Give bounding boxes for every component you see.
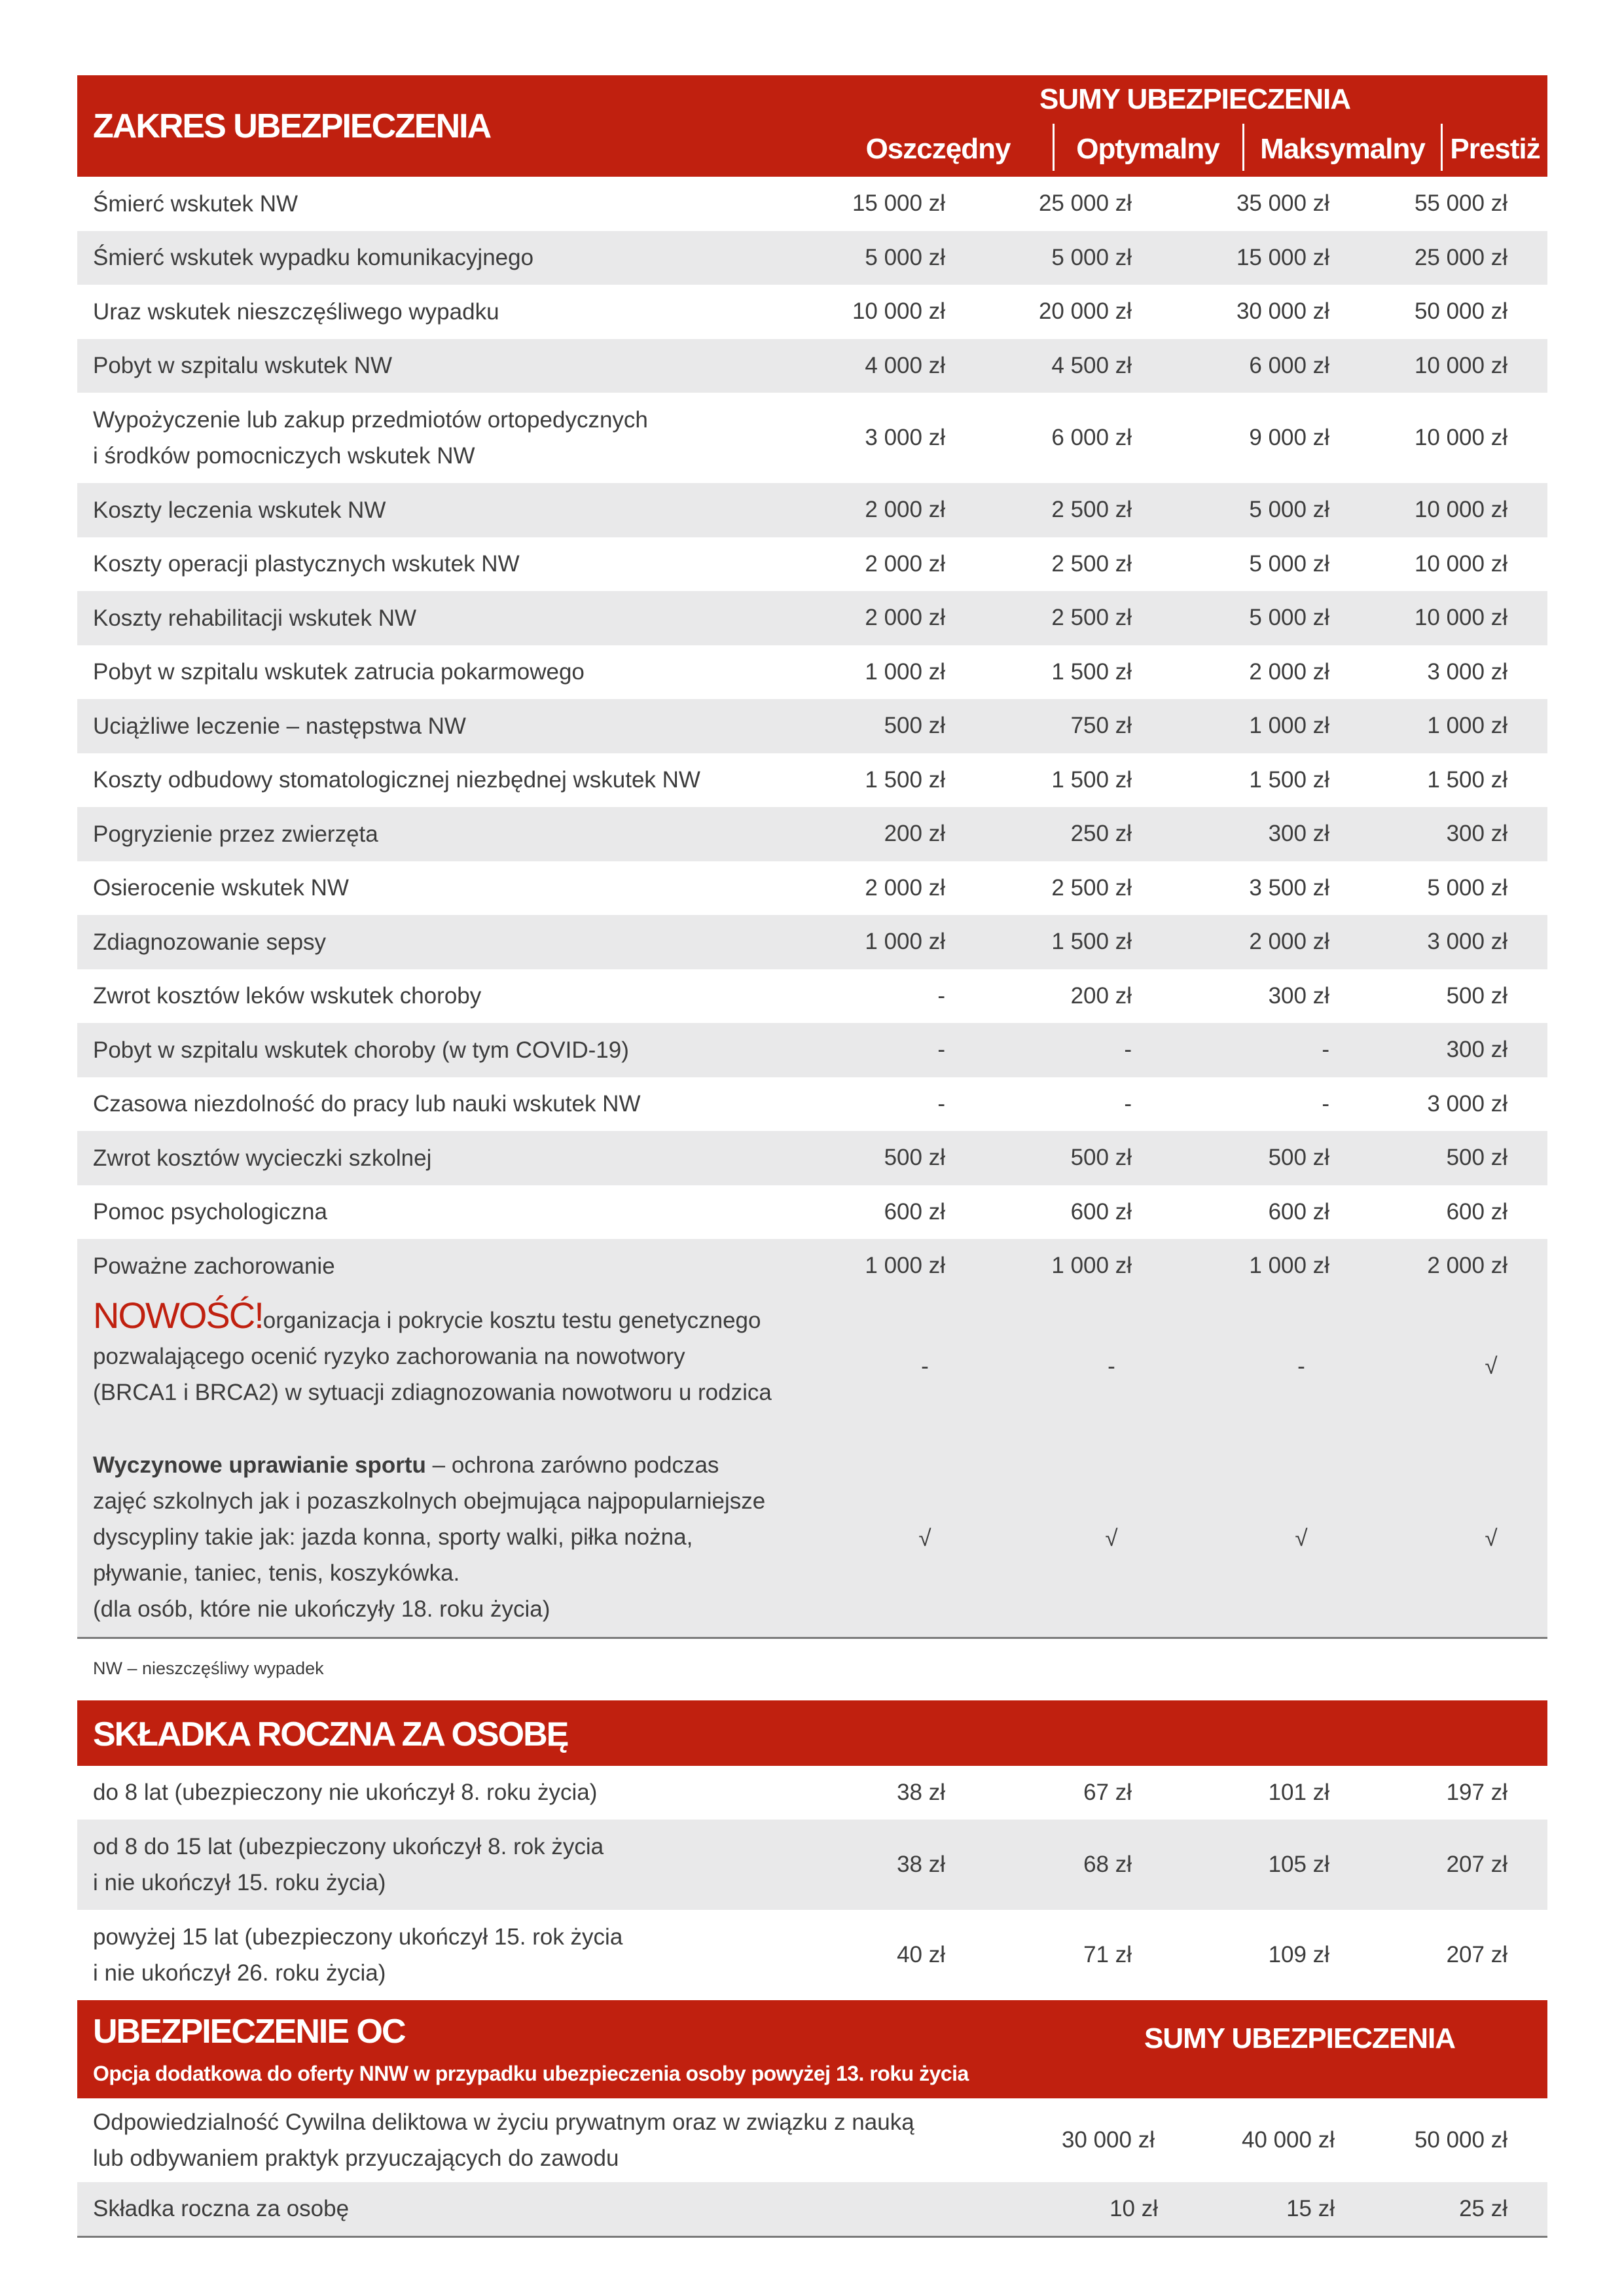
value-cell: 38 zł bbox=[897, 1779, 945, 1805]
value-cell: 500 zł bbox=[1070, 1145, 1132, 1171]
row-label-line: Koszty leczenia wskutek NW bbox=[93, 497, 386, 523]
check-cell: √ bbox=[1485, 1525, 1498, 1551]
value-cell: 10 zł bbox=[1110, 2195, 1158, 2221]
row-label-line: Koszty odbudowy stomatologicznej niezbędnej wskutek NW bbox=[93, 767, 700, 793]
row-label bbox=[93, 402, 648, 474]
row-label-line: Osierocenie wskutek NW bbox=[93, 875, 349, 901]
value-cell: 50 000 zł bbox=[1414, 2126, 1507, 2153]
value-cell: 10 000 zł bbox=[1414, 605, 1507, 631]
row-label bbox=[93, 870, 349, 906]
value-cell: 3 000 zł bbox=[1427, 658, 1507, 685]
value-cell: 1 500 zł bbox=[1051, 766, 1132, 793]
value-cell: 68 zł bbox=[1083, 1851, 1132, 1877]
table-row bbox=[77, 2182, 1547, 2236]
check-cell: √ bbox=[1295, 1525, 1308, 1551]
value-cell: 10 000 zł bbox=[1414, 550, 1507, 577]
row-label-line: i nie ukończył 15. roku życia) bbox=[93, 1869, 386, 1895]
row-label bbox=[93, 816, 378, 852]
value-cell: 9 000 zł bbox=[1249, 425, 1329, 450]
table-row bbox=[77, 1910, 1547, 2000]
value-cell: 300 zł bbox=[1446, 821, 1507, 847]
value-cell: - bbox=[1124, 1090, 1132, 1117]
table-row bbox=[77, 537, 1547, 592]
new-badge: NOWOŚĆ! bbox=[93, 1294, 263, 1336]
insurance-table bbox=[77, 75, 1547, 2238]
table-row-nowosc bbox=[77, 1293, 1547, 1441]
value-cell: 5 000 zł bbox=[1051, 244, 1132, 270]
table-row bbox=[77, 1023, 1547, 1077]
table-row bbox=[77, 807, 1547, 861]
value-cell: 25 000 zł bbox=[1414, 244, 1507, 270]
value-cell: 500 zł bbox=[1446, 982, 1507, 1009]
row-label bbox=[93, 762, 700, 798]
nowosc-text: pozwalającego ocenić ryzyko zachorowania na nowotwory bbox=[93, 1343, 685, 1369]
value-cell: - bbox=[1124, 1037, 1132, 1063]
table-row bbox=[77, 1131, 1547, 1185]
table-row bbox=[77, 915, 1547, 969]
oc-subtitle: Opcja dodatkowa do oferty NNW w przypadku ubezpieczenia osoby powyżej 13. roku życia bbox=[93, 2061, 969, 2085]
row-label bbox=[93, 1086, 641, 1122]
value-cell: 30 000 zł bbox=[1236, 298, 1329, 325]
oc-rows bbox=[77, 2098, 1547, 2236]
value-cell: 207 zł bbox=[1446, 1941, 1507, 1967]
value-cell: 10 000 zł bbox=[1414, 425, 1507, 450]
value-cell: 6 000 zł bbox=[1051, 425, 1132, 450]
oc-sums-label: SUMY UBEZPIECZENIA bbox=[1144, 2022, 1456, 2054]
row-label bbox=[93, 2191, 349, 2227]
value-cell: 101 zł bbox=[1268, 1779, 1329, 1805]
coverage-title: ZAKRES UBEZPIECZENIA bbox=[93, 107, 491, 145]
row-label bbox=[93, 492, 386, 528]
value-cell: 40 000 zł bbox=[1241, 2126, 1335, 2153]
value-cell: - bbox=[921, 1354, 929, 1379]
row-label-line: Uciążliwe leczenie – następstwa NW bbox=[93, 713, 466, 739]
table-row bbox=[77, 969, 1547, 1024]
row-label bbox=[93, 294, 499, 330]
value-cell: 1 000 zł bbox=[1249, 713, 1329, 739]
row-label-line: Składka roczna za osobę bbox=[93, 2196, 350, 2221]
table-row bbox=[77, 231, 1547, 285]
row-label bbox=[93, 1194, 327, 1230]
row-label-line: i środków pomocniczych wskutek NW bbox=[93, 443, 475, 469]
coverage-rows bbox=[77, 177, 1547, 1293]
sums-label: SUMY UBEZPIECZENIA bbox=[1039, 83, 1351, 115]
value-cell: 750 zł bbox=[1070, 713, 1132, 739]
table-row bbox=[77, 1185, 1547, 1240]
row-label-line: Wypożyczenie lub zakup przedmiotów ortopedycznych bbox=[93, 407, 648, 433]
row-label-line: Poważne zachorowanie bbox=[93, 1253, 335, 1279]
value-cell: 250 zł bbox=[1070, 821, 1132, 847]
check-cell: √ bbox=[1105, 1525, 1118, 1551]
value-cell: 25 000 zł bbox=[1038, 190, 1132, 217]
value-cell: 600 zł bbox=[1446, 1198, 1507, 1225]
row-label bbox=[93, 654, 585, 690]
row-label-line: od 8 do 15 lat (ubezpieczony ukończył 8. rok życia bbox=[93, 1833, 604, 1859]
table-row bbox=[77, 483, 1547, 537]
value-cell: 1 500 zł bbox=[865, 766, 945, 793]
value-cell: - bbox=[1322, 1037, 1329, 1063]
value-cell: - bbox=[1322, 1090, 1329, 1117]
value-cell: 20 000 zł bbox=[1038, 298, 1132, 325]
row-label bbox=[93, 1829, 604, 1901]
value-cell: 300 zł bbox=[1446, 1037, 1507, 1063]
value-cell: 5 000 zł bbox=[1249, 605, 1329, 631]
value-cell: 38 zł bbox=[897, 1851, 945, 1877]
value-cell: 1 000 zł bbox=[865, 1253, 945, 1279]
sport-text: – ochrona zarówno podczas bbox=[425, 1452, 719, 1478]
value-cell: 15 000 zł bbox=[1236, 244, 1329, 270]
value-cell: 4 500 zł bbox=[1051, 352, 1132, 378]
value-cell: 5 000 zł bbox=[1249, 497, 1329, 523]
value-cell: - bbox=[937, 1037, 945, 1063]
value-cell: - bbox=[937, 1090, 945, 1117]
value-cell: 35 000 zł bbox=[1236, 190, 1329, 217]
value-cell: 105 zł bbox=[1268, 1851, 1329, 1877]
sport-text: (dla osób, które nie ukończyły 18. roku życia) bbox=[93, 1596, 550, 1622]
premium-title: SKŁADKA ROCZNA ZA OSOBĘ bbox=[93, 1715, 568, 1753]
row-label-line: i nie ukończył 26. roku życia) bbox=[93, 1960, 386, 1986]
row-label bbox=[93, 348, 392, 384]
value-cell: √ bbox=[1485, 1354, 1498, 1379]
row-label-line: Pogryzienie przez zwierzęta bbox=[93, 821, 378, 847]
value-cell: 3 000 zł bbox=[865, 425, 945, 450]
row-label bbox=[93, 600, 416, 636]
value-cell: 3 000 zł bbox=[1427, 1090, 1507, 1117]
row-label bbox=[93, 2104, 914, 2176]
value-cell: - bbox=[1108, 1354, 1115, 1379]
table-row bbox=[77, 2098, 1547, 2182]
value-cell: 5 000 zł bbox=[1427, 874, 1507, 901]
table-row bbox=[77, 1239, 1547, 1293]
table-row bbox=[77, 177, 1547, 231]
row-label bbox=[93, 186, 298, 222]
value-cell: 200 zł bbox=[1070, 982, 1132, 1009]
value-cell: 1 000 zł bbox=[1051, 1253, 1132, 1279]
value-cell: 109 zł bbox=[1268, 1941, 1329, 1967]
value-cell: 4 000 zł bbox=[865, 352, 945, 378]
row-label bbox=[93, 1248, 335, 1284]
table-row bbox=[77, 591, 1547, 645]
value-cell: 2 000 zł bbox=[865, 874, 945, 901]
value-cell: 600 zł bbox=[1268, 1198, 1329, 1225]
value-cell: 40 zł bbox=[897, 1941, 945, 1967]
value-cell: 1 000 zł bbox=[865, 929, 945, 955]
value-cell: 300 zł bbox=[1268, 982, 1329, 1009]
value-cell: 2 500 zł bbox=[1051, 605, 1132, 631]
row-label-line: do 8 lat (ubezpieczony nie ukończył 8. roku życia) bbox=[93, 1780, 598, 1805]
value-cell: 500 zł bbox=[1446, 1145, 1507, 1171]
value-cell: 10 000 zł bbox=[1414, 352, 1507, 378]
value-cell: 1 500 zł bbox=[1249, 766, 1329, 793]
value-cell: 2 000 zł bbox=[865, 497, 945, 523]
column-prestiz: Prestiż bbox=[1450, 133, 1540, 165]
value-cell: 6 000 zł bbox=[1249, 352, 1329, 378]
table-rule bbox=[77, 2236, 1547, 2238]
value-cell: 5 000 zł bbox=[1249, 550, 1329, 577]
value-cell: - bbox=[937, 982, 945, 1009]
row-label bbox=[93, 1032, 629, 1068]
value-cell: 67 zł bbox=[1083, 1779, 1132, 1805]
value-cell: 1 500 zł bbox=[1051, 929, 1132, 955]
value-cell: 55 000 zł bbox=[1414, 190, 1507, 217]
row-label bbox=[93, 1919, 623, 1991]
value-cell: 2 000 zł bbox=[865, 605, 945, 631]
row-label-line: Śmierć wskutek wypadku komunikacyjnego bbox=[93, 245, 534, 271]
row-label-line: Pobyt w szpitalu wskutek zatrucia pokarmowego bbox=[93, 659, 585, 685]
column-oszczedny: Oszczędny bbox=[865, 133, 1011, 165]
column-maksymalny: Maksymalny bbox=[1260, 133, 1425, 165]
row-label bbox=[93, 708, 466, 744]
sport-text: dyscypliny takie jak: jazda konna, sporty walki, piłka nożna, bbox=[93, 1524, 693, 1550]
row-label bbox=[93, 1140, 431, 1176]
premium-rows bbox=[77, 1766, 1547, 2000]
value-cell: 10 000 zł bbox=[1414, 497, 1507, 523]
value-cell: 2 000 zł bbox=[1427, 1253, 1507, 1279]
coverage-header bbox=[77, 75, 1547, 177]
table-row bbox=[77, 1820, 1547, 1910]
row-label-line: Pobyt w szpitalu wskutek choroby (w tym COVID-19) bbox=[93, 1037, 629, 1063]
value-cell: 25 zł bbox=[1459, 2195, 1507, 2221]
row-label bbox=[93, 1774, 597, 1810]
row-label-line: lub odbywaniem praktyk przyuczających do zawodu bbox=[93, 2145, 619, 2171]
table-row bbox=[77, 699, 1547, 753]
value-cell: 600 zł bbox=[1070, 1198, 1132, 1225]
sport-text: zajęć szkolnych jak i pozaszkolnych obejmująca najpopularniejsze bbox=[93, 1488, 766, 1514]
sport-title: Wyczynowe uprawianie sportu bbox=[93, 1452, 426, 1478]
table-row bbox=[77, 285, 1547, 339]
value-cell: 71 zł bbox=[1083, 1941, 1132, 1967]
value-cell: 500 zł bbox=[884, 713, 945, 739]
table-row bbox=[77, 861, 1547, 916]
value-cell: 1 000 zł bbox=[1249, 1253, 1329, 1279]
table-row bbox=[77, 393, 1547, 483]
check-cell: √ bbox=[918, 1525, 931, 1551]
value-cell: 500 zł bbox=[1268, 1145, 1329, 1171]
value-cell: 1 500 zł bbox=[1051, 658, 1132, 685]
premium-header bbox=[77, 1700, 1547, 1766]
row-label-line: Koszty operacji plastycznych wskutek NW bbox=[93, 551, 520, 577]
value-cell: 15 000 zł bbox=[852, 190, 945, 217]
oc-header bbox=[77, 2000, 1547, 2098]
column-optymalny: Optymalny bbox=[1076, 133, 1219, 165]
row-label-line: Śmierć wskutek NW bbox=[93, 190, 298, 217]
value-cell: 300 zł bbox=[1268, 821, 1329, 847]
nowosc-text: organizacja i pokrycie kosztu testu genetycznego bbox=[262, 1307, 761, 1333]
value-cell: 2 000 zł bbox=[1249, 658, 1329, 685]
table-row bbox=[77, 1077, 1547, 1132]
nowosc-text: (BRCA1 i BRCA2) w sytuacji zdiagnozowania nowotworu u rodzica bbox=[93, 1379, 772, 1405]
value-cell: 500 zł bbox=[884, 1145, 945, 1171]
value-cell: 200 zł bbox=[884, 821, 945, 847]
value-cell: 1 000 zł bbox=[1427, 713, 1507, 739]
value-cell: 30 000 zł bbox=[1061, 2126, 1155, 2153]
row-label-line: Koszty rehabilitacji wskutek NW bbox=[93, 605, 417, 631]
row-label-line: Odpowiedzialność Cywilna deliktowa w życiu prywatnym oraz w związku z nauką bbox=[93, 2109, 914, 2135]
value-cell: 2 000 zł bbox=[865, 550, 945, 577]
row-label bbox=[93, 546, 520, 582]
row-label-line: Pomoc psychologiczna bbox=[93, 1199, 327, 1225]
value-cell: 2 500 zł bbox=[1051, 550, 1132, 577]
row-label bbox=[93, 240, 533, 276]
value-cell: 10 000 zł bbox=[852, 298, 945, 325]
row-label-line: Czasowa niezdolność do pracy lub nauki wskutek NW bbox=[93, 1091, 641, 1117]
table-row bbox=[77, 753, 1547, 808]
value-cell: 600 zł bbox=[884, 1198, 945, 1225]
row-label-line: Zwrot kosztów wycieczki szkolnej bbox=[93, 1145, 432, 1171]
row-label-line: Zwrot kosztów leków wskutek choroby bbox=[93, 983, 482, 1009]
row-label bbox=[93, 978, 481, 1014]
value-cell: 197 zł bbox=[1446, 1779, 1507, 1805]
value-cell: 1 000 zł bbox=[865, 658, 945, 685]
value-cell: 5 000 zł bbox=[865, 244, 945, 270]
sport-text: pływanie, taniec, tenis, koszykówka. bbox=[93, 1560, 460, 1586]
value-cell: 2 500 zł bbox=[1051, 874, 1132, 901]
table-row bbox=[77, 339, 1547, 393]
footnote: NW – nieszczęśliwy wypadek bbox=[93, 1658, 324, 1678]
row-label bbox=[93, 924, 326, 960]
row-label-line: Uraz wskutek nieszczęśliwego wypadku bbox=[93, 298, 499, 325]
row-label-line: Pobyt w szpitalu wskutek NW bbox=[93, 353, 393, 379]
table-row-sport bbox=[77, 1441, 1547, 1637]
value-cell: 2 000 zł bbox=[1249, 929, 1329, 955]
table-row bbox=[77, 1766, 1547, 1820]
value-cell: 3 500 zł bbox=[1249, 874, 1329, 901]
value-cell: 1 500 zł bbox=[1427, 766, 1507, 793]
value-cell: 15 zł bbox=[1286, 2195, 1335, 2221]
value-cell: 2 500 zł bbox=[1051, 497, 1132, 523]
value-cell: 3 000 zł bbox=[1427, 929, 1507, 955]
value-cell: 50 000 zł bbox=[1414, 298, 1507, 325]
table-row bbox=[77, 645, 1547, 700]
oc-title: UBEZPIECZENIE OC bbox=[93, 2012, 405, 2051]
row-label-line: powyżej 15 lat (ubezpieczony ukończył 15. rok życia bbox=[93, 1924, 623, 1950]
value-cell: 207 zł bbox=[1446, 1851, 1507, 1877]
row-label-line: Zdiagnozowanie sepsy bbox=[93, 929, 327, 955]
value-cell: - bbox=[1297, 1354, 1305, 1379]
